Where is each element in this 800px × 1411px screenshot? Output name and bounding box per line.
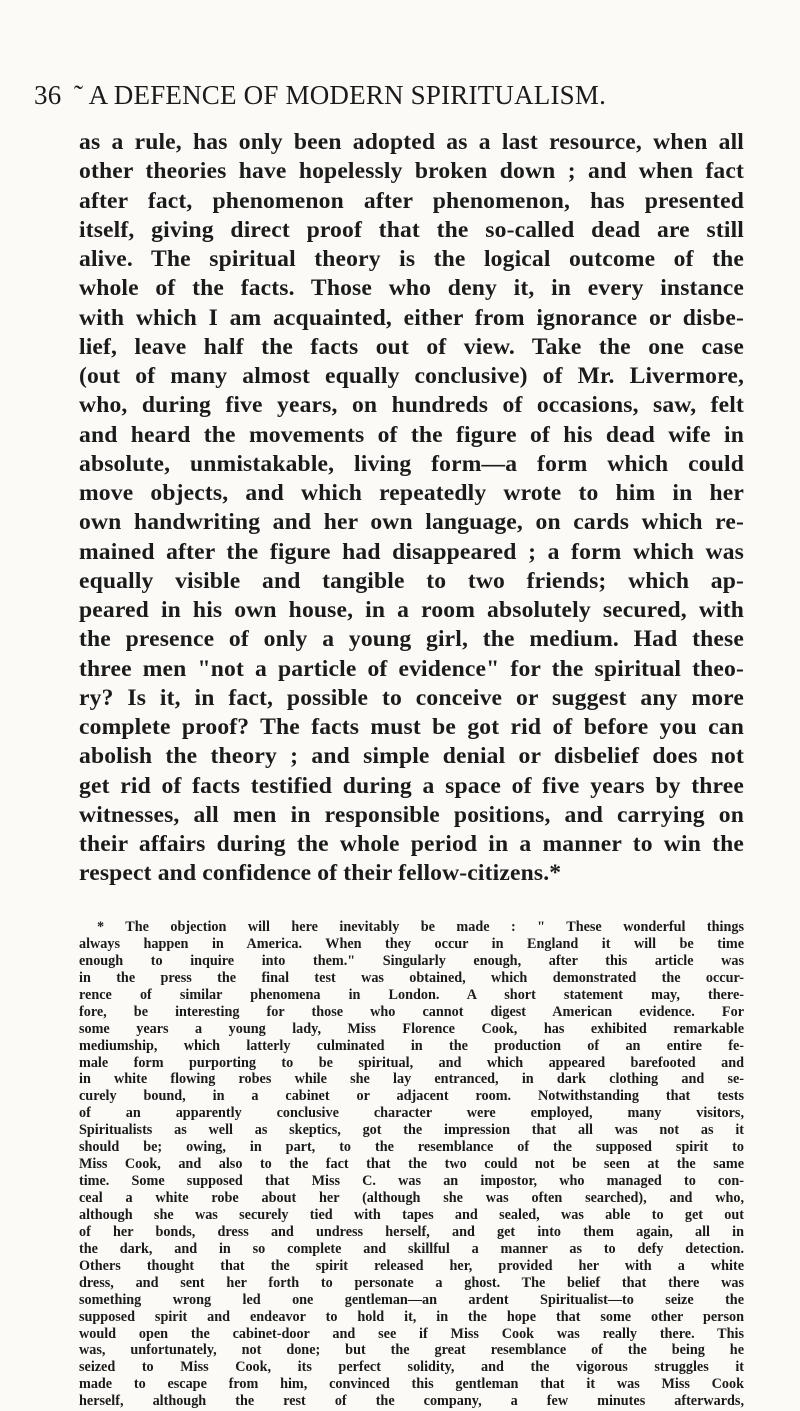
footnote-line: curely bound, in a cabinet or adjacent room. Notwithstanding that tests	[79, 1088, 744, 1105]
footnote-line: should be; owing, in part, to the resemblance of the supposed spirit to	[79, 1139, 744, 1156]
body-line: absolute, unmistakable, living form—a form which could	[79, 450, 744, 477]
body-line: as a rule, has only been adopted as a last resource, when all	[79, 129, 744, 155]
footnote-line: Others thought that the spirit released her, provided her with a white	[79, 1257, 744, 1274]
body-line: whole of the facts. Those who deny it, in every instance	[79, 275, 744, 302]
body-line: ry? Is it, in fact, possible to conceive or suggest any more	[79, 684, 744, 711]
body-line: lief, leave half the facts out of view. Take the one case	[79, 333, 744, 360]
footnote-line: in white flowing robes while she lay entranced, in dark clothing and se-	[79, 1071, 744, 1088]
body-line: three men "not a particle of evidence" for the spiritual theo-	[79, 655, 744, 682]
footnote-line: was, unfortunately, not done; but the great resemblance of the being he	[79, 1342, 744, 1359]
footnote-line: although she was securely tied with tapes and sealed, was able to get out	[79, 1206, 744, 1223]
footnote-line: supposed spirit and endeavor to hold it, in the hope that some other person	[79, 1308, 744, 1325]
main-paragraph	[79, 128, 744, 889]
body-line: other theories have hopelessly broken down ; and when fact	[79, 158, 744, 185]
page-number: 36	[34, 80, 62, 110]
body-line: (out of many almost equally conclusive) of Mr. Livermore,	[79, 363, 744, 389]
footnote-line: * The objection will here inevitably be made : " These wonderful things	[97, 919, 744, 935]
running-header	[34, 80, 734, 116]
body-line: equally visible and tangible to two friends; which ap-	[79, 567, 744, 594]
body-line: complete proof? The facts must be got rid of before you can	[79, 714, 744, 740]
footnote-line: mediumship, which latterly culminated in the production of an entire fe-	[79, 1037, 744, 1054]
footnote-line: herself, although the rest of the company, a few minutes afterwards,	[79, 1393, 744, 1410]
footnote-line: always happen in America. When they occur in England it will be time	[79, 935, 744, 952]
body-line: mained after the figure had disappeared ; a form which was	[79, 538, 744, 565]
footnote-line: time. Some supposed that Miss C. was an impostor, who managed to con-	[79, 1173, 744, 1190]
body-line: get rid of facts testified during a space of five years by three	[79, 772, 744, 799]
footnote-line: would open the cabinet-door and see if Miss Cook was really there. This	[79, 1325, 744, 1342]
footnote-line: the dark, and in so complete and skillful a manner as to defy detection.	[79, 1240, 744, 1257]
footnote-line: Miss Cook, and also to the fact that the two could not be seen at the same	[79, 1156, 744, 1173]
body-line: after fact, phenomenon after phenomenon, has presented	[79, 187, 744, 214]
footnote-line: of her bonds, dress and undress herself, and get into them again, all in	[79, 1223, 744, 1240]
body-line: the presence of only a young girl, the medium. Had these	[79, 626, 744, 653]
body-line: abolish the theory ; and simple denial or disbelief does not	[79, 743, 744, 770]
body-line: alive. The spiritual theory is the logical outcome of the	[79, 246, 744, 272]
body-line: respect and confidence of their fellow-citizens.*	[79, 860, 562, 887]
body-line: their affairs during the whole period in a manner to win the	[79, 831, 744, 857]
footnote-line: male form purporting to be spiritual, and which appeared barefooted and	[79, 1054, 744, 1071]
footnote-line: seized to Miss Cook, its perfect solidity, and the vigorous struggles it	[79, 1359, 744, 1376]
footnote-line: ceal a white robe about her (although she was often searched), and who,	[79, 1190, 744, 1206]
body-line: who, during five years, on hundreds of occasions, saw, felt	[79, 392, 744, 419]
footnote-line: dress, and sent her forth to personate a ghost. The belief that there was	[79, 1274, 744, 1291]
body-line: own handwriting and her own language, on cards which re-	[79, 509, 744, 536]
running-title: ˜ A DEFENCE OF MODERN SPIRITUALISM.	[74, 80, 607, 110]
body-line: itself, giving direct proof that the so-called dead are still	[79, 216, 744, 243]
footnote	[79, 919, 744, 1410]
footnote-line: some years a young lady, Miss Florence Cook, has exhibited remarkable	[79, 1020, 744, 1037]
body-line: with which I am acquainted, either from ignorance or disbe-	[79, 304, 744, 331]
footnote-line: Spiritualists as well as skeptics, got the impression that all was not as it	[79, 1122, 744, 1139]
footnote-line: something wrong led one gentleman—an ardent Spiritualist—to seize the	[79, 1291, 744, 1308]
body-line: and heard the movements of the figure of his dead wife in	[79, 421, 744, 448]
body-line: peared in his own house, in a room absolutely secured, with	[79, 597, 744, 623]
footnote-line: enough to inquire into them." Singularly enough, after this article was	[79, 952, 744, 969]
footnote-line: in the press the final test was obtained, which demonstrated the occur-	[79, 969, 744, 986]
body-line: witnesses, all men in responsible positions, and carrying on	[79, 801, 744, 828]
footnote-line: rence of similar phenomena in London. A short statement may, there-	[79, 986, 744, 1003]
footnote-line: made to escape from him, convinced this gentleman that it was Miss Cook	[79, 1376, 744, 1393]
body-line: move objects, and which repeatedly wrote to him in her	[79, 480, 744, 506]
footnote-line: of an apparently conclusive character were employed, many visitors,	[79, 1105, 744, 1122]
footnote-line: fore, be interesting for those who cannot digest American evidence. For	[79, 1003, 744, 1020]
